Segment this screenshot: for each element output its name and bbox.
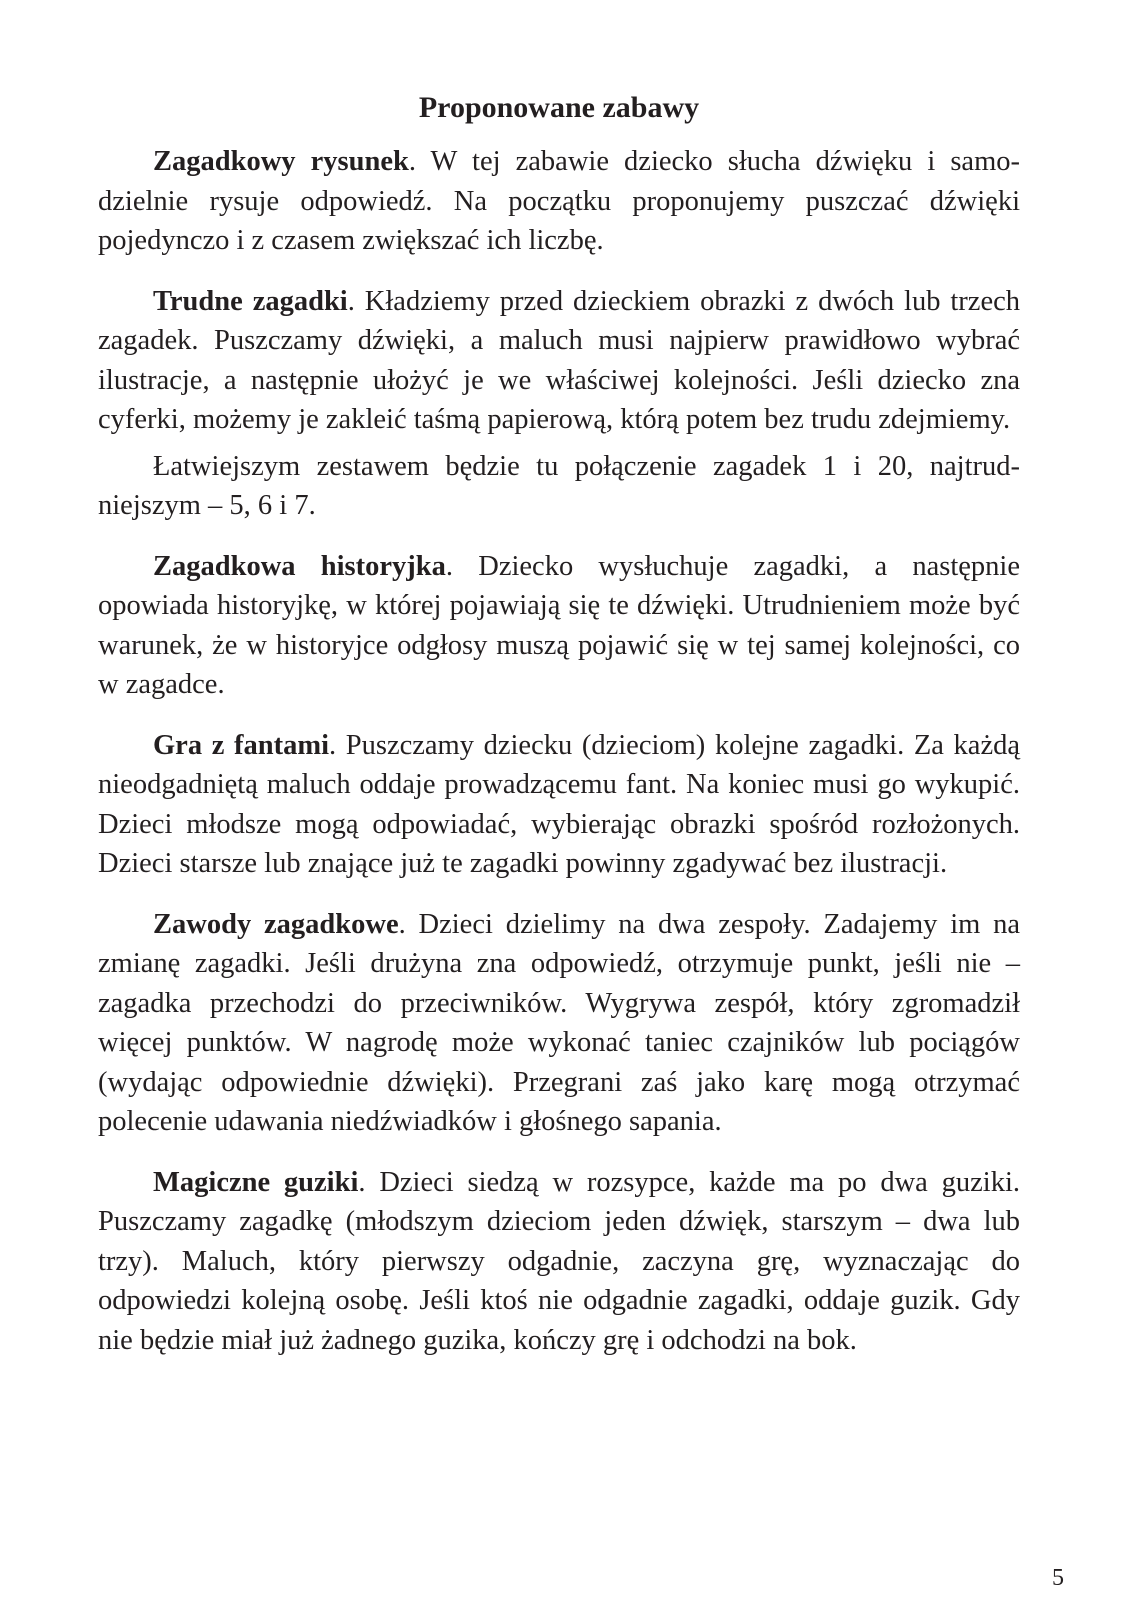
paragraph-zagadkowa-historyjka — [98, 547, 1020, 705]
paragraph-text: . Dzieci siedzą w rozsypce, każde ma po dwa guziki. Puszczamy zagadkę (młodszym dzieciom jeden dźwięk, starszym – dwa lub trzy). Maluch, który pierwszy odgadnie, zaczyna grę, wyznaczając do odpowiedzi kolejną osobę. Jeśli ktoś nie odgadnie zagadki, oddaje guzik. Gdy nie będzie miał już żadnego guzika, kończy grę i odchodzi na bok. — [98, 1166, 1020, 1356]
paragraph-lead: Trudne zagadki — [153, 285, 348, 317]
paragraph-text: . W tej zabawie dziecko słucha dźwięku i samodzielnie rysuje odpowiedź. Na początku proponujemy puszczać dźwięki pojedynczo i z czasem zwiększać ich liczbę. — [98, 146, 1021, 256]
paragraph-text: . Kładziemy przed dzieckiem obrazki z dwóch lub trzech zagadek. Puszczamy dźwięki, a maluch musi najpierw prawidłowo wybrać ilustracje, a następnie ułożyć je we właściwej kolejności. Jeśli dziecko zna cyferki, możemy je zakleić taśmą papierową, którą potem bez trudu zdejmiemy. — [98, 285, 1020, 435]
paragraph-latwiejszym-zestawem — [98, 447, 1020, 526]
paragraph-lead: Zagadkowa historyjka — [153, 550, 446, 582]
paragraph-text: Łatwiejszym zestawem będzie tu połączenie zagadek 1 i 20, najtrudniejszym – 5, 6 i 7. — [98, 450, 1020, 521]
page-content — [98, 88, 1020, 1381]
paragraph-text: . Dzieci dzielimy na dwa zespoły. Zadajemy im na zmianę zagadki. Jeśli drużyna zna odpowiedź, otrzymuje punkt, jeśli nie – zagadka przechodzi do przeciwników. Wygrywa zespół, który zgromadził więcej punktów. W nagrodę może wykonać taniec czajników lub pociągów (wydając odpowiednie dźwięki). Przegrani zaś jako karę mogą otrzymać polecenie udawania niedźwiadków i głośnego sapania. — [98, 908, 1020, 1137]
paragraph-zagadkowy-rysunek — [98, 142, 1020, 261]
paragraph-magiczne-guziki — [98, 1163, 1020, 1361]
paragraph-lead: Gra z fantami — [153, 729, 329, 761]
paragraph-zawody-zagadkowe — [98, 905, 1020, 1142]
paragraph-gra-z-fantami — [98, 726, 1020, 884]
paragraph-lead: Zagadkowy rysunek — [153, 146, 409, 177]
paragraph-lead: Magiczne guziki — [153, 1166, 359, 1198]
paragraph-lead: Zawody zagadkowe — [153, 908, 399, 940]
page-number: 5 — [1052, 1565, 1064, 1591]
paragraph-trudne-zagadki — [98, 282, 1020, 440]
paragraph-text: . Puszczamy dziecku (dzieciom) kolejne zagadki. Za każdą nieodgadniętą maluch oddaje prowadzącemu fant. Na koniec musi go wykupić. Dzieci młodsze mogą odpowiadać, wybierając obrazki spośród rozłożonych. Dzieci starsze lub znające już te zagadki powinny zgadywać bez ilustracji. — [98, 729, 1020, 879]
paragraph-text: . Dziecko wysłuchuje zagadki, a następnie opowiada historyjkę, w której pojawiają się te dźwięki. Utrudnieniem może być warunek, że w historyjce odgłosy muszą pojawić się w tej samej kolejności, co w zagadce. — [98, 550, 1020, 700]
page-title: Proponowane zabawy — [418, 91, 700, 124]
